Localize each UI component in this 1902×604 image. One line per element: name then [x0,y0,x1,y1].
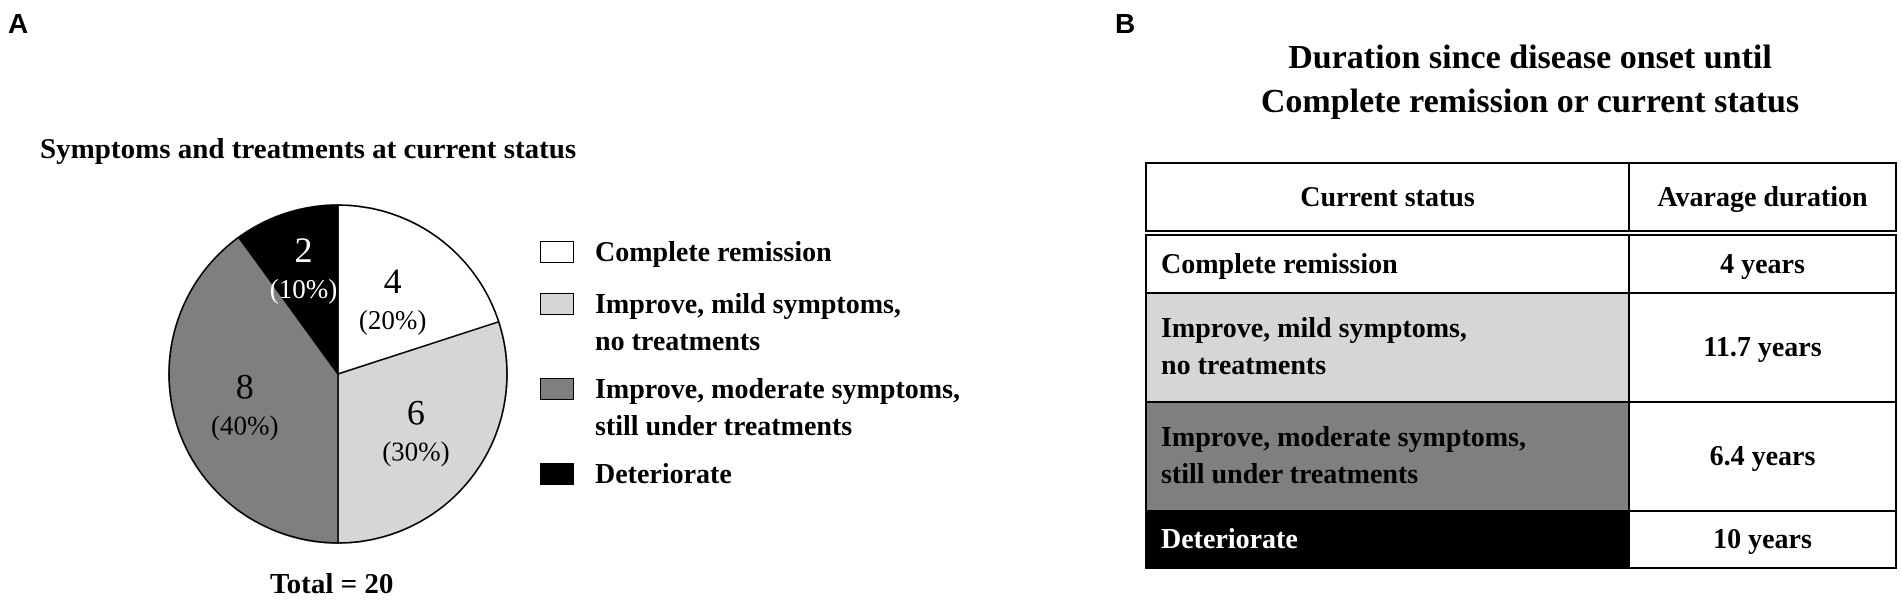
legend-item-mild-symptoms [540,286,901,360]
legend-swatch [540,241,574,263]
pie-percent-label: (40%) [211,410,279,441]
pie-value-label: 6 [406,392,425,433]
pie-percent-label: (20%) [358,304,427,335]
pie-percent-label: (30%) [382,436,450,467]
legend-swatch [540,463,574,485]
status-cell: Complete remission [1146,233,1629,293]
duration-cell: 6.4 years [1629,402,1896,511]
legend-item-deteriorate [540,456,732,493]
table-row [1146,402,1896,511]
table-row [1146,233,1896,293]
duration-cell: 4 years [1629,233,1896,293]
status-cell: Improve, moderate symptoms, still under treatments [1146,402,1629,511]
header-average-duration: Avarage duration [1629,163,1896,233]
table-row [1146,293,1896,402]
duration-cell: 10 years [1629,511,1896,568]
legend-label: Deteriorate [595,459,732,490]
duration-cell: 11.7 years [1629,293,1896,402]
pie-value-label: 8 [235,366,254,407]
table-title: Duration since disease onset until Complete remission or current status [1260,39,1800,120]
table-row [1146,511,1896,568]
legend-swatch [540,378,574,400]
header-current-status: Current status [1146,163,1629,233]
panel-b-letter: B [1115,8,1136,39]
legend-label: Complete remission [595,237,832,268]
legend-swatch [540,293,574,315]
legend-item-complete-remission [540,234,832,271]
pie-total: Total = 20 [270,568,394,600]
duration-table [1145,162,1897,569]
legend-label: Improve, mild symptoms, no treatments [595,289,901,357]
legend-item-moderate-symptoms [540,371,960,445]
status-cell: Deteriorate [1146,511,1629,568]
pie-title: Symptoms and treatments at current status [40,133,577,165]
pie-value-label: 4 [383,260,402,301]
panel-a-letter: A [8,8,29,39]
legend-label: Improve, moderate symptoms, still under treatments [595,374,960,442]
status-cell: Improve, mild symptoms, no treatments [1146,293,1629,402]
pie-percent-label: (10%) [269,273,338,304]
pie-value-label: 2 [294,229,313,270]
table-header-row [1146,163,1896,233]
